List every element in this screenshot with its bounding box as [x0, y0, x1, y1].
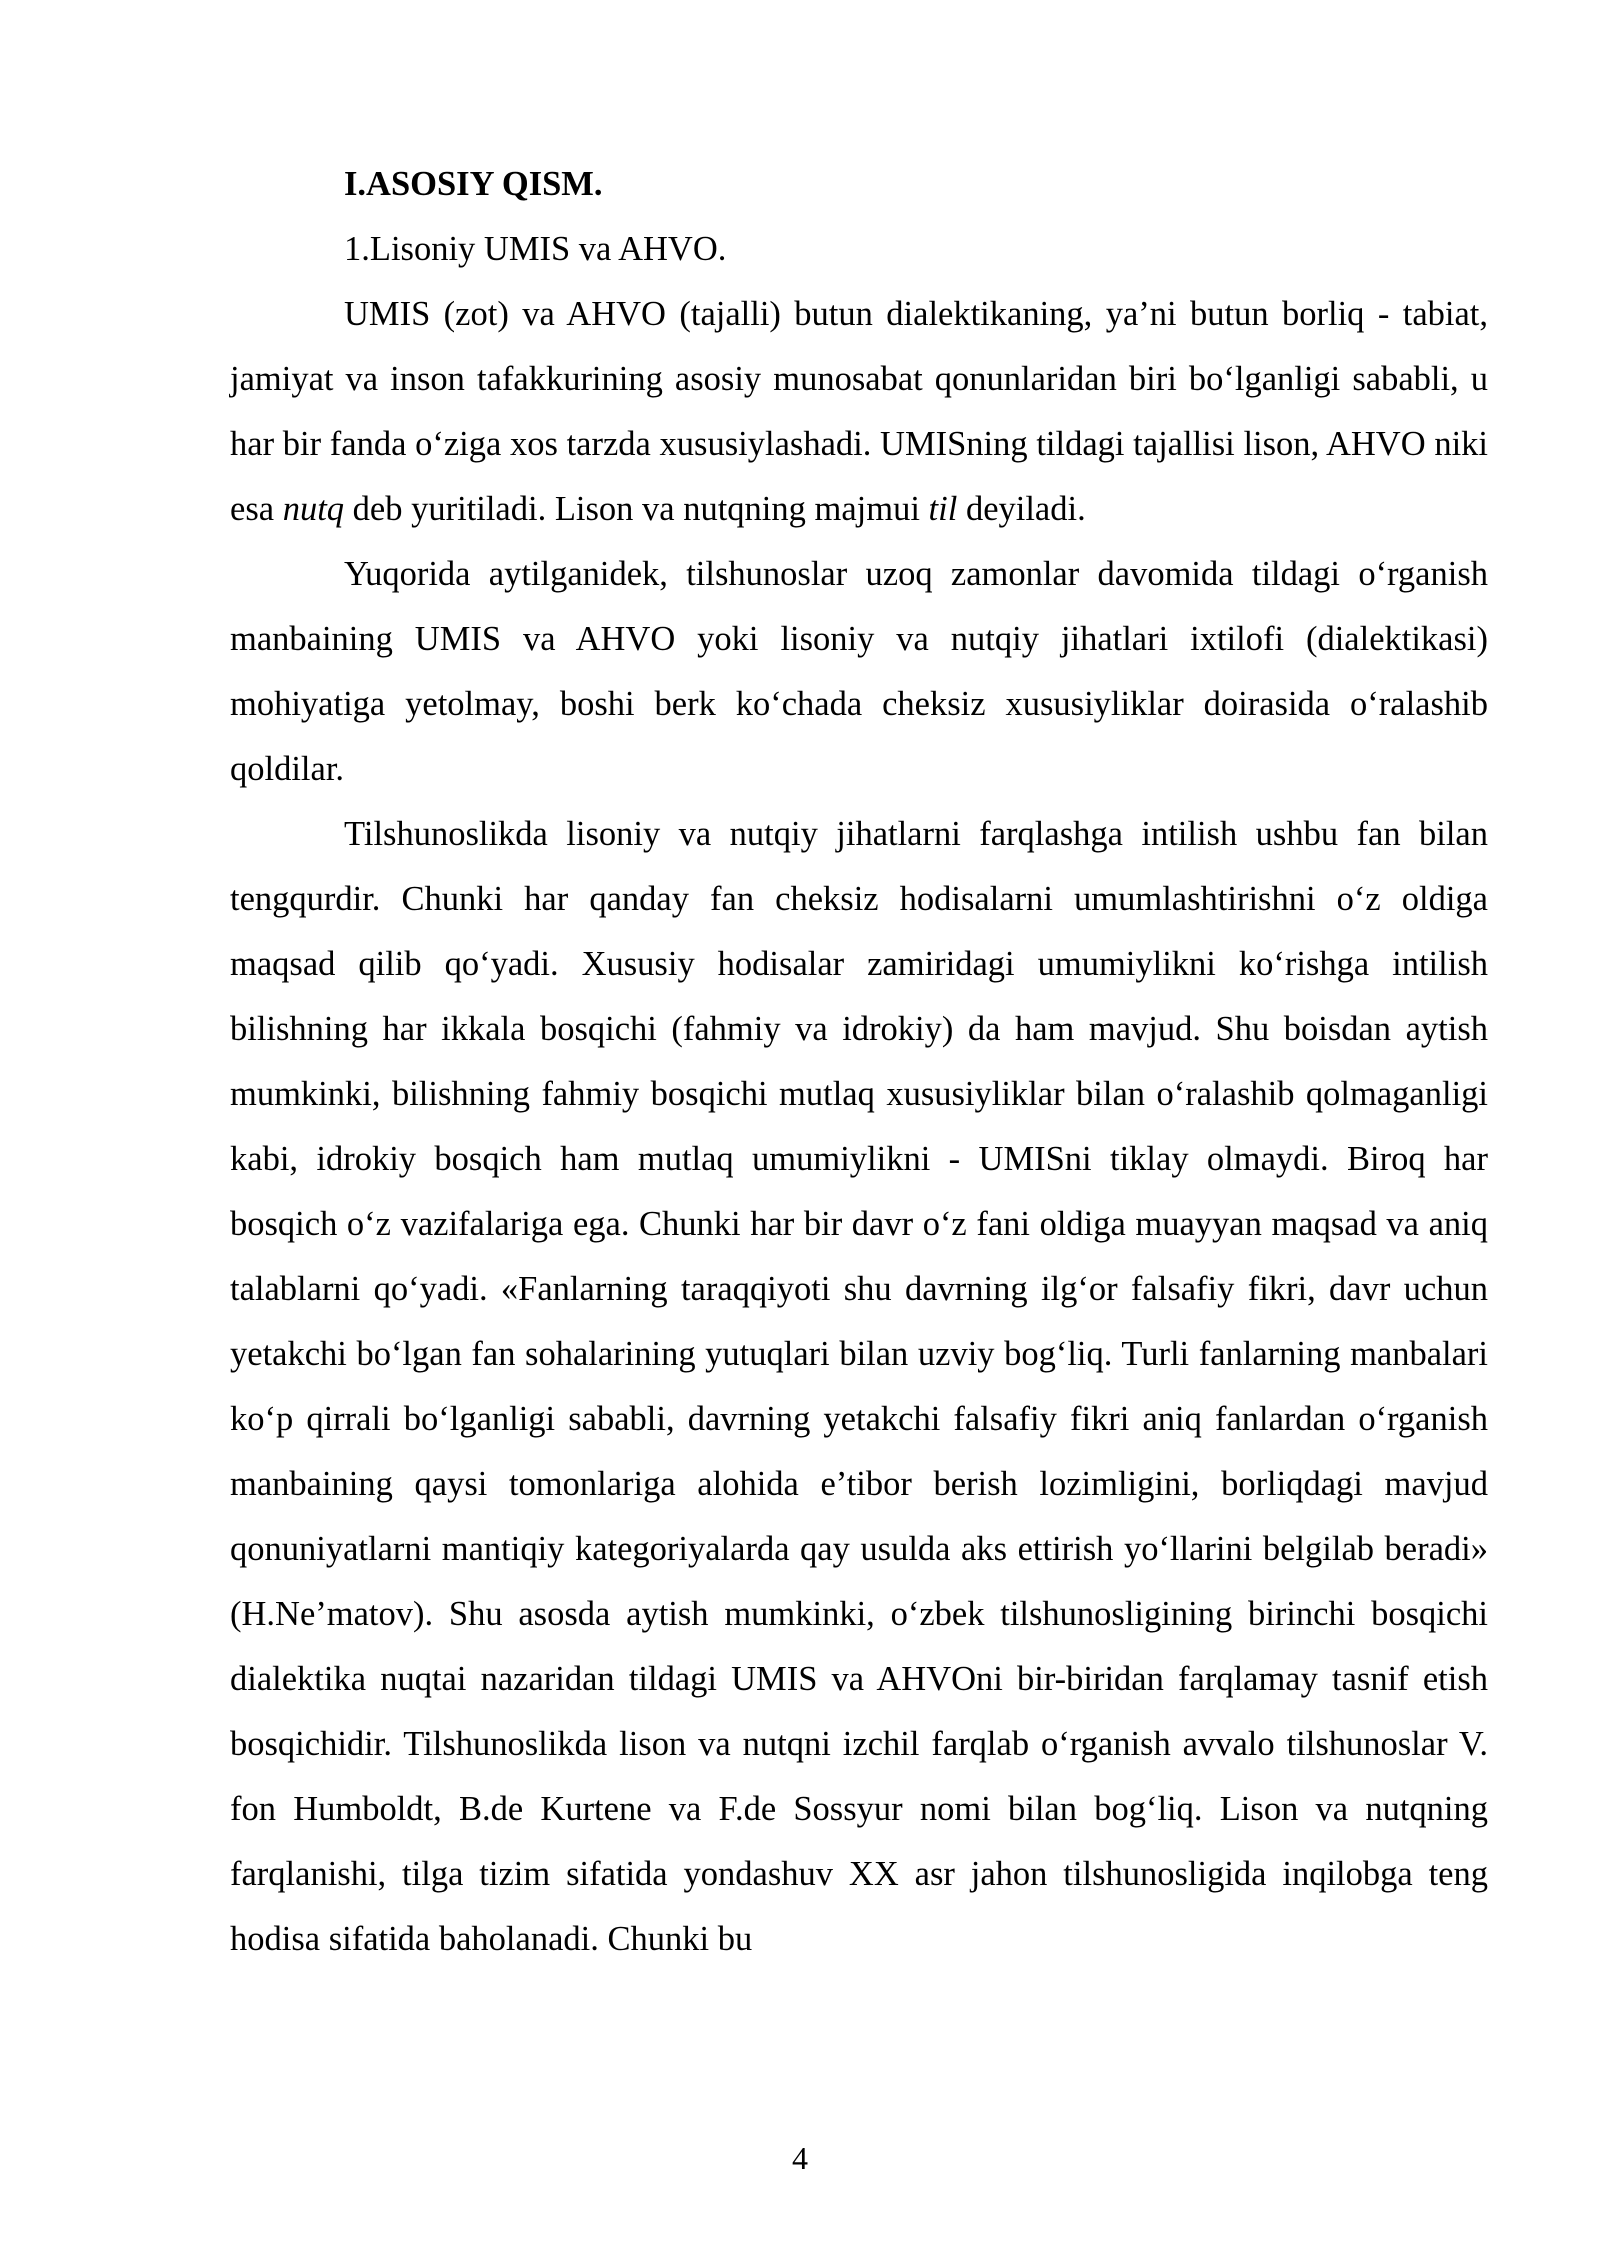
paragraph-1-text-c: deyiladi. — [957, 490, 1086, 528]
paragraph-1-text-b: deb yuritiladi. Lison va nutqning majmui — [344, 490, 929, 528]
page-number: 4 — [792, 2140, 808, 2176]
paragraph-1-italic-til: til — [928, 490, 958, 528]
paragraph-1-italic-nutq: nutq — [282, 490, 345, 528]
paragraph-1-text-a: UMIS (zot) va AHVO (tajalli) butun dialektikaning, ya’ni butun borliq - tabiat, jamiyat va inson tafakkurining asosiy munosabat qonunlaridan biri bo‘lganligi sababli, u har bir fanda o‘ziga xos tarzda xususiylashadi. UMISning tildagi tajallisi lison, AHVO niki esa — [230, 295, 1488, 528]
paragraph-3: Tilshunoslikda lisoniy va nutqiy jihatlarni farqlashga intilish ushbu fan bilan tengqurdir. Chunki har qanday fan cheksiz hodisalarni umumlashtirishni o‘z oldiga maqsad qilib qo‘yadi. Xususiy hodisalar zamiridagi umumiylikni ko‘rishga intilish bilishning har ikkala bosqichi (fahmiy va idrokiy) da ham mavjud. Shu boisdan aytish mumkinki, bilishning fahmiy bosqichi mutlaq xususiyliklar bilan o‘ralashib qolmaganligi kabi, idrokiy bosqich ham mutlaq umumiylikni - UMISni tiklay olmaydi. Biroq har bosqich o‘z vazifalariga ega. Chunki har bir davr o‘z fani oldiga muayyan maqsad va aniq talablarni qo‘yadi. «Fanlarning taraqqiyoti shu davrning ilg‘or falsafiy fikri, davr uchun yetakchi bo‘lgan fan sohalarining yutuqlari bilan uzviy bog‘liq. Turli fanlarning manbalari ko‘p qirrali bo‘lganligi sababli, davrning yetakchi falsafiy fikri aniq fanlardan o‘rganish manbaining qaysi tomonlariga alohida e’tibor berish lozimligini, borliqdagi mavjud qonuniyatlarni mantiqiy kategoriyalarda qay usulda aks ettirish yo‘llarini belgilab beradi» (H.Ne’matov). Shu asosda aytish mumkinki, o‘zbek tilshunosligining birinchi bosqichi dialektika nuqtai nazaridan tildagi UMIS va AHVOni bir-biridan farqlamay tasnif etish bosqichidir. Tilshunoslikda lison va nutqni izchil farqlab o‘rganish avvalo tilshunoslar V. fon Humboldt, B.de Kurtene va F.de Sossyur nomi bilan bog‘liq. Lison va nutqning farqlanishi, tilga tizim sifatida yondashuv XX asr jahon tilshunosligida inqilobga teng hodisa sifatida baholanadi. Chunki bu — [230, 815, 1488, 1958]
paragraph-1 — [230, 282, 1488, 542]
paragraph-2: Yuqorida aytilganidek, tilshunoslar uzoq zamonlar davomida tildagi o‘rganish manbaining UMIS va AHVO yoki lisoniy va nutqiy jihatlari ixtilofi (dialektikasi) mohiyatiga yetolmay, boshi berk ko‘chada cheksiz xususiyliklar doirasida o‘ralashib qoldilar. — [230, 555, 1488, 788]
section-heading: I.ASOSIY QISM. — [344, 165, 603, 203]
page-body — [230, 152, 1488, 1972]
subsection-heading: 1.Lisoniy UMIS va AHVO. — [344, 230, 727, 268]
